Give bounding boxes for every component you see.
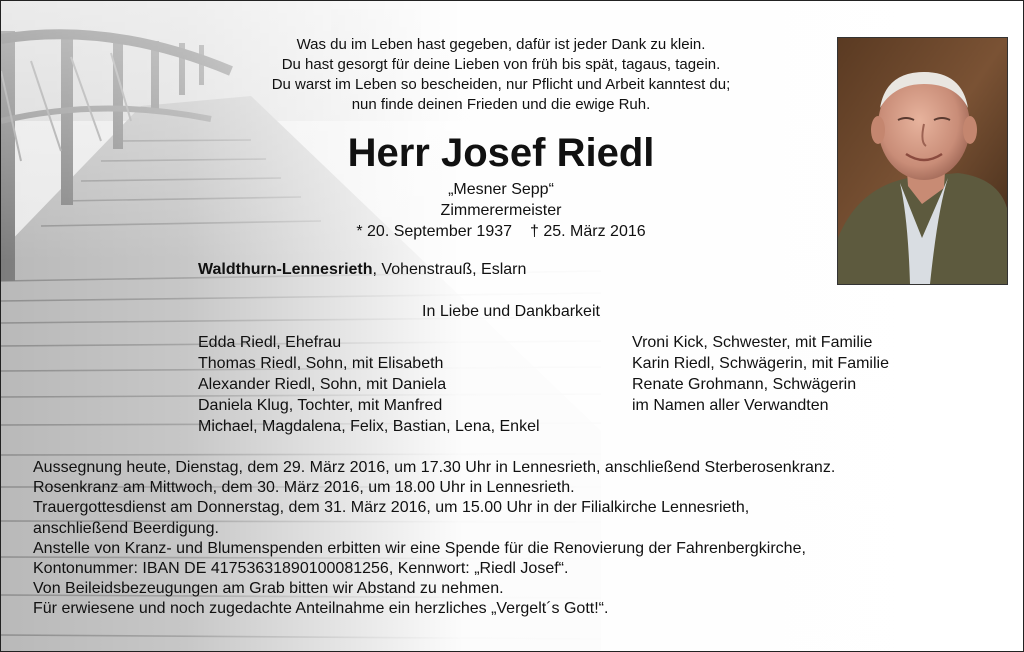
places-line	[198, 259, 526, 280]
mourner-entry: Michael, Magdalena, Felix, Bastian, Lena, Enkel	[198, 418, 540, 435]
mourners-right	[632, 332, 889, 416]
profession: Zimmerermeister	[440, 202, 562, 219]
note-line: anschließend Beerdigung.	[33, 519, 219, 537]
poem	[201, 35, 801, 115]
mourners-left	[198, 332, 540, 437]
note-line: Aussegnung heute, Dienstag, dem 29. März 2016, um 17.30 Uhr in Lennesrieth, anschließend Sterberosenkranz.	[33, 459, 836, 476]
gratitude-line: In Liebe und Dankbarkeit	[422, 303, 600, 320]
place-others: , Vohenstrauß, Eslarn	[372, 261, 527, 278]
death-date: † 25. März 2016	[530, 223, 646, 240]
mourner-entry: Thomas Riedl, Sohn, mit Elisabeth	[198, 355, 444, 372]
note-line: Für erwiesene und noch zugedachte Anteilnahme ein herzliches „Vergelt´s Gott!“.	[33, 600, 609, 618]
place-main: Waldthurn-Lennesrieth	[198, 261, 373, 278]
mourner-entry: Daniela Klug, Tochter, mit Manfred	[198, 397, 443, 414]
mourner-entry: Edda Riedl, Ehefrau	[198, 334, 342, 351]
note-line: Von Beileidsbezeugungen am Grab bitten wir Abstand zu nehmen.	[33, 580, 504, 598]
note-line: Kontonummer: IBAN DE 41753631890100081256, Kennwort: „Riedl Josef“.	[33, 560, 569, 578]
ceremony-notes	[33, 458, 835, 620]
deceased-info	[201, 179, 801, 242]
note-line: Anstelle von Kranz- und Blumenspenden erbitten wir eine Spende für die Renovierung der Fahrenbergkirche,	[33, 539, 806, 557]
deceased-name: Herr Josef Riedl	[347, 131, 655, 175]
poem-line: Du warst im Leben so bescheiden, nur Pflicht und Arbeit kanntest du;	[271, 76, 731, 93]
mourner-entry: im Namen aller Verwandten	[632, 397, 829, 414]
mourner-entry: Renate Grohmann, Schwägerin	[632, 376, 857, 393]
portrait-photo	[837, 37, 1008, 285]
mourner-entry: Karin Riedl, Schwägerin, mit Familie	[632, 355, 889, 372]
poem-line: Was du im Leben hast gegeben, dafür ist jeder Dank zu klein.	[296, 36, 706, 53]
nickname: „Mesner Sepp“	[448, 181, 554, 198]
life-dates	[201, 221, 801, 242]
mourner-entry: Vroni Kick, Schwester, mit Familie	[632, 334, 873, 351]
birth-date: * 20. September 1937	[356, 223, 513, 240]
poem-line: nun finde deinen Frieden und die ewige Ruh.	[351, 96, 651, 113]
note-line: Trauergottesdienst am Donnerstag, dem 31. März 2016, um 15.00 Uhr in der Filialkirche Lennesrieth,	[33, 499, 750, 517]
poem-line: Du hast gesorgt für deine Lieben von früh bis spät, tagaus, tagein.	[281, 56, 721, 73]
note-line: Rosenkranz am Mittwoch, dem 30. März 2016, um 18.00 Uhr in Lennesrieth.	[33, 479, 575, 497]
mourner-entry: Alexander Riedl, Sohn, mit Daniela	[198, 376, 447, 393]
